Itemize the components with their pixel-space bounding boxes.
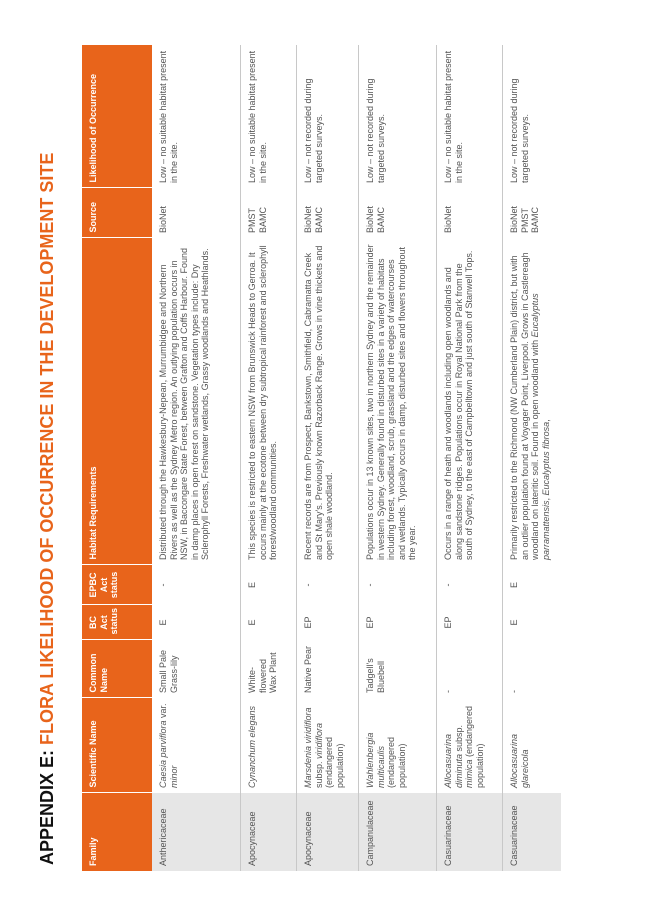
scientific-name-rank: var.: [158, 703, 168, 721]
common-name-cell: Native Pear: [297, 640, 359, 698]
scientific-name-cell: [241, 698, 297, 793]
source-item: BAMC: [313, 206, 324, 233]
habitat-cell: [503, 238, 562, 565]
likelihood-cell: Low – not recorded during targeted surveys.: [359, 45, 437, 188]
title-prefix: APPENDIX E:: [37, 749, 57, 865]
habitat-text: Primarily restricted to the Richmond (NW Cumberland Plain) district, but with an outlier population found at Voyager Point, Liverpool. Grows in Castlereagh woodland on lateritic soil. Found in open woodland with: [509, 252, 540, 560]
title-main: FLORA LIKELIHOOD OF OCCURRENCE IN THE DEVELOPMENT SITE: [37, 152, 57, 745]
scientific-name-genus: Marsdenia viridiflora: [303, 707, 313, 788]
likelihood-cell: Low – not recorded during targeted surveys.: [297, 45, 359, 188]
source-item: BioNet: [158, 205, 168, 233]
table-row: [437, 45, 503, 871]
bc-status-cell: E: [152, 605, 241, 640]
page-title: [37, 153, 58, 865]
table-row: [241, 45, 297, 871]
scientific-name-genus: Caesia parviflora: [158, 720, 168, 788]
source-item: BAMC: [530, 206, 540, 233]
habitat-cell: Distributed through the Hawkesbury-Nepean, Murrumbidgee and Northern Rivers as well as the Sydney Metro region. An outlying population occurs in NSW, in Baccongare State Forest, between Grafton and Coffs Harbour. Found in damp places in open forest on sandstone. Vegetation types include: Dry Sclerophyll Forests, Freshwater wetlands, Grassy woodlands and Heathlands.: [152, 238, 241, 565]
family-cell: Apocynaceae: [297, 793, 359, 871]
habitat-cell: Occurs in a range of heath and woodlands including open woodlands and along sandstone ridges. Populations occur in Royal National Park from the south of Sydney, to the east of Campbelltown and just south of Stanwell Tops.: [437, 238, 503, 565]
header-epbc-act: EPBC Act status: [82, 565, 152, 605]
scientific-name-genus: Cynanchum elegans: [247, 705, 257, 788]
common-name-cell: -: [509, 690, 519, 693]
common-name-cell: White-flowered Wax Plant: [241, 640, 297, 698]
table-row: [152, 45, 241, 871]
family-cell: Casuarinaceae: [503, 793, 562, 871]
header-likelihood: Likelihood of Occurrence: [82, 45, 152, 188]
scientific-name-rank: subsp.: [453, 724, 464, 754]
common-name-cell: Small Pale Grass-lily: [152, 640, 241, 698]
scientific-name-cell: [359, 698, 437, 793]
likelihood-cell: Low – not recorded during targeted surveys.: [509, 78, 530, 183]
table-row: [503, 45, 562, 871]
source-cell: [437, 188, 503, 238]
flora-likelihood-table: [82, 45, 561, 871]
habitat-cell: This species is restricted to eastern NSW from Brunswick Heads to Gerroa. It occurs mainly at the ecotone between dry subtropical rainforest and sclerophyll forest/woodland communities.: [241, 238, 297, 565]
bc-status-cell: E: [509, 619, 519, 626]
scientific-name-genus: Allocasuarina glareicola: [509, 733, 530, 788]
header-habitat: Habitat Requirements: [82, 238, 152, 565]
table-row: [359, 45, 437, 871]
header-common-name: Common Name: [82, 640, 152, 698]
source-cell: [241, 188, 297, 238]
scientific-name-note: (endangered population): [386, 736, 407, 788]
scientific-name-cell: [152, 698, 241, 793]
source-item: BioNet: [303, 205, 313, 233]
habitat-text: ,: [540, 495, 551, 501]
header-bc-act: BC Act status: [82, 605, 152, 640]
likelihood-cell: Low – no suitable habitat present in the site.: [152, 45, 241, 188]
scientific-name-infraspecies: mimica: [464, 759, 474, 788]
scientific-name-cell: [297, 698, 359, 793]
table-header-row: [82, 45, 152, 871]
source-item: BAMC: [375, 206, 386, 233]
bc-status-cell: EP: [359, 605, 437, 640]
epbc-status-cell: -: [359, 565, 437, 605]
source-cell: [297, 188, 359, 238]
source-cell: [503, 188, 562, 238]
scientific-name-infraspecies: minor: [168, 765, 179, 788]
scientific-name-cell: [503, 698, 562, 793]
header-source: Source: [82, 188, 152, 238]
source-item: BAMC: [257, 206, 268, 233]
source-cell: [359, 188, 437, 238]
habitat-cell: Populations occur in 13 known sites, two in northern Sydney and the remainder in western Sydney. Generally found in disturbed sites in a variety of habitats including forest, woodland, scrub, grassland and the edges of watercourses and wetlands. Typically occurs in damp, disturbed sites and flowers throughout the year.: [359, 238, 437, 565]
bc-status-cell: EP: [437, 605, 503, 640]
scientific-name-genus: Wahlenbergia multicaulis: [365, 732, 386, 788]
source-item: BioNet: [509, 205, 519, 233]
bc-status-cell: E: [241, 605, 297, 640]
bc-status-cell: EP: [297, 605, 359, 640]
epbc-status-cell: -: [152, 565, 241, 605]
family-cell: Apocynaceae: [241, 793, 297, 871]
habitat-text: ,: [540, 419, 551, 422]
source-item: PMST: [519, 207, 530, 233]
family-cell: Campanulaceae: [359, 793, 437, 871]
header-family: Family: [82, 793, 152, 871]
scientific-name-rank: subsp.: [313, 761, 324, 788]
scientific-name-infraspecies: viridiflora: [313, 722, 324, 759]
common-name-cell: -: [437, 640, 503, 698]
source-item: BioNet: [365, 205, 375, 233]
scientific-name-cell: [437, 698, 503, 793]
source-cell: [152, 188, 241, 238]
scientific-name-note: (endangered population): [464, 705, 485, 788]
common-name-cell: Tadgell's Bluebell: [359, 640, 437, 698]
table-row: [297, 45, 359, 871]
epbc-status-cell: E: [241, 565, 297, 605]
epbc-status-cell: E: [509, 582, 519, 589]
source-item: PMST: [247, 207, 257, 233]
epbc-status-cell: -: [437, 565, 503, 605]
likelihood-cell: Low – no suitable habitat present in the site.: [437, 45, 503, 188]
family-cell: Anthericaceae: [152, 793, 241, 871]
family-cell: Casuarinaceae: [437, 793, 503, 871]
likelihood-cell: Low – no suitable habitat present in the site.: [241, 45, 297, 188]
scientific-name-genus: Allocasuarina diminuta: [443, 733, 464, 788]
habitat-species-italic: Eucalyptus parramattensis: [530, 293, 551, 560]
source-item: BioNet: [443, 205, 453, 233]
habitat-species-italic: Eucalyptus fibrosa: [540, 421, 551, 496]
header-scientific-name: Scientific Name: [82, 698, 152, 793]
scientific-name-note: (endangered population): [324, 736, 345, 788]
epbc-status-cell: -: [297, 565, 359, 605]
habitat-cell: Recent records are from Prospect, Bankstown, Smithfield, Cabramatta Creek and St Mary's. Previously known Razorback Range. Grows in vine thickets and open shale woodland.: [297, 238, 359, 565]
